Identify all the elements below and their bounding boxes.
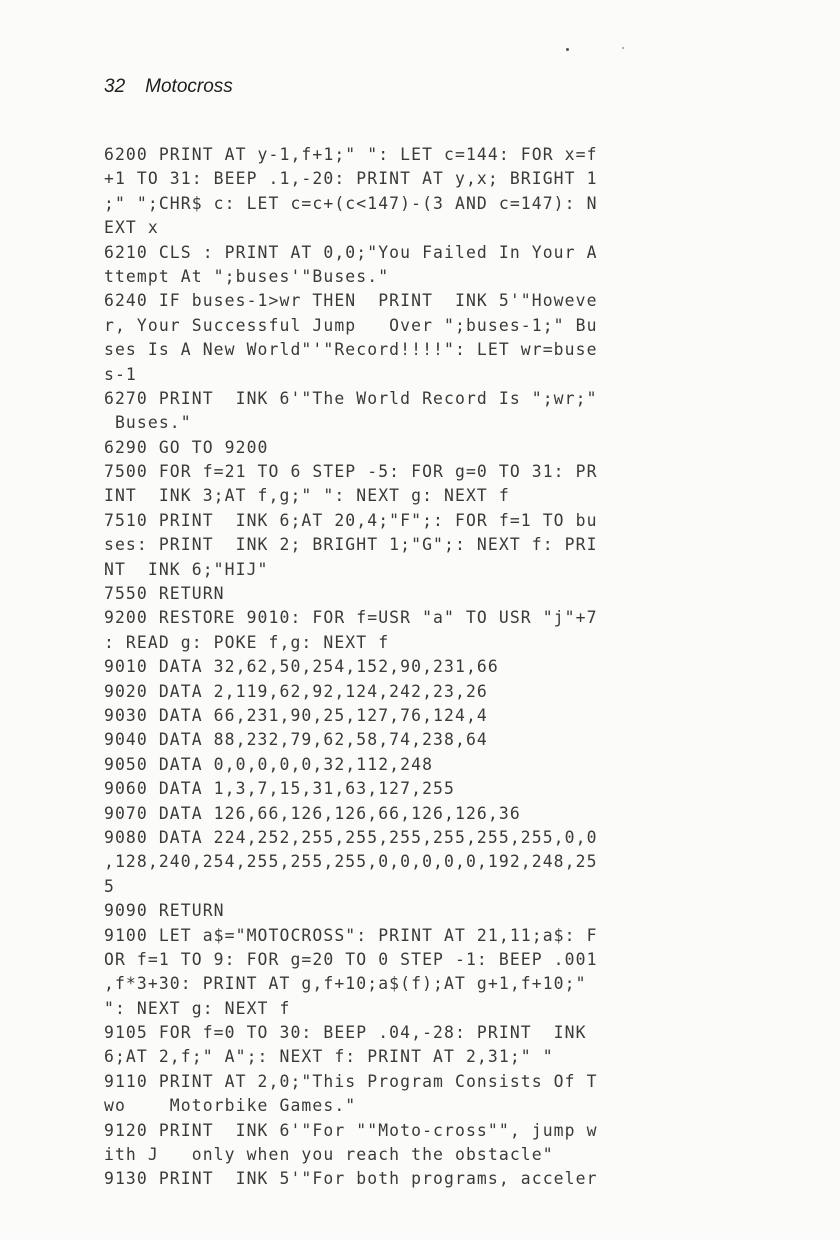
- code-line: 9080 DATA 224,252,255,255,255,255,255,255,0,0: [104, 827, 598, 847]
- code-line: 6240 IF buses-1>wr THEN PRINT INK 5'"Howeve: [104, 291, 598, 311]
- paper-speck: [566, 48, 569, 51]
- code-line: 9050 DATA 0,0,0,0,0,32,112,248: [104, 754, 434, 774]
- code-line: ": NEXT g: NEXT f: [104, 998, 291, 1018]
- code-line: 9070 DATA 126,66,126,126,66,126,126,36: [104, 803, 521, 823]
- code-line: ses: PRINT INK 2; BRIGHT 1;"G";: NEXT f: PRI: [104, 535, 598, 555]
- code-line: wo Motorbike Games.": [104, 1096, 357, 1116]
- code-line: 9120 PRINT INK 6'"For ""Moto-cross"", jump w: [104, 1120, 598, 1140]
- code-line: 9110 PRINT AT 2,0;"This Program Consists Of T: [104, 1071, 598, 1091]
- chapter-title: Motocross: [145, 76, 233, 97]
- code-line: 9030 DATA 66,231,90,25,127,76,124,4: [104, 705, 488, 725]
- code-line: 9040 DATA 88,232,79,62,58,74,238,64: [104, 730, 488, 750]
- code-line: INT INK 3;AT f,g;" ": NEXT g: NEXT f: [104, 486, 510, 506]
- code-line: 6;AT 2,f;" A";: NEXT f: PRINT AT 2,31;" ": [104, 1047, 554, 1067]
- code-line: 6290 GO TO 9200: [104, 437, 269, 457]
- code-line: ith J only when you reach the obstacle": [104, 1145, 554, 1165]
- running-header: [104, 76, 233, 98]
- code-line: 6200 PRINT AT y-1,f+1;" ": LET c=144: FOR x=f: [104, 145, 598, 164]
- code-line: ;" ";CHR$ c: LET c=c+(c<147)-(3 AND c=147): N: [104, 193, 598, 213]
- code-line: 6210 CLS : PRINT AT 0,0;"You Failed In Your A: [104, 242, 598, 262]
- basic-program-listing: [104, 143, 724, 1192]
- code-line: r, Your Successful Jump Over ";buses-1;" Bu: [104, 315, 598, 335]
- code-line: EXT x: [104, 218, 159, 238]
- code-line: 6270 PRINT INK 6'"The World Record Is ";wr;": [104, 388, 598, 408]
- code-line: 9105 FOR f=0 TO 30: BEEP .04,-28: PRINT INK: [104, 1023, 587, 1043]
- code-line: 9090 RETURN: [104, 901, 225, 921]
- paper-speck: [622, 47, 624, 49]
- code-line: NT INK 6;"HIJ": [104, 559, 269, 579]
- code-line: 9010 DATA 32,62,50,254,152,90,231,66: [104, 657, 499, 677]
- code-line: ,f*3+30: PRINT AT g,f+10;a$(f);AT g+1,f+10;": [104, 974, 587, 994]
- code-line: 9130 PRINT INK 5'"For both programs, acceler: [104, 1169, 598, 1189]
- code-line: 9100 LET a$="MOTOCROSS": PRINT AT 21,11;a$: F: [104, 925, 598, 945]
- code-line: Buses.": [104, 413, 192, 433]
- code-line: ttempt At ";buses'"Buses.": [104, 266, 390, 286]
- code-line: OR f=1 TO 9: FOR g=20 TO 0 STEP -1: BEEP .001: [104, 949, 598, 969]
- code-line: 7500 FOR f=21 TO 6 STEP -5: FOR g=0 TO 31: PR: [104, 462, 598, 482]
- code-line: 7550 RETURN: [104, 584, 225, 604]
- code-line: 9020 DATA 2,119,62,92,124,242,23,26: [104, 681, 488, 701]
- code-line: : READ g: POKE f,g: NEXT f: [104, 632, 390, 652]
- code-line: s-1: [104, 364, 137, 384]
- code-line: 5: [104, 876, 115, 896]
- code-line: 7510 PRINT INK 6;AT 20,4;"F";: FOR f=1 TO bu: [104, 510, 598, 530]
- code-line: 9200 RESTORE 9010: FOR f=USR "a" TO USR "j"+7: [104, 608, 598, 628]
- code-line: ,128,240,254,255,255,255,0,0,0,0,0,192,248,25: [104, 852, 598, 872]
- code-line: ses Is A New World"'"Record!!!!": LET wr=buse: [104, 340, 598, 360]
- code-line: 9060 DATA 1,3,7,15,31,63,127,255: [104, 779, 455, 799]
- code-line: +1 TO 31: BEEP .1,-20: PRINT AT y,x; BRIGHT 1: [104, 169, 598, 189]
- page-number: 32: [104, 76, 126, 97]
